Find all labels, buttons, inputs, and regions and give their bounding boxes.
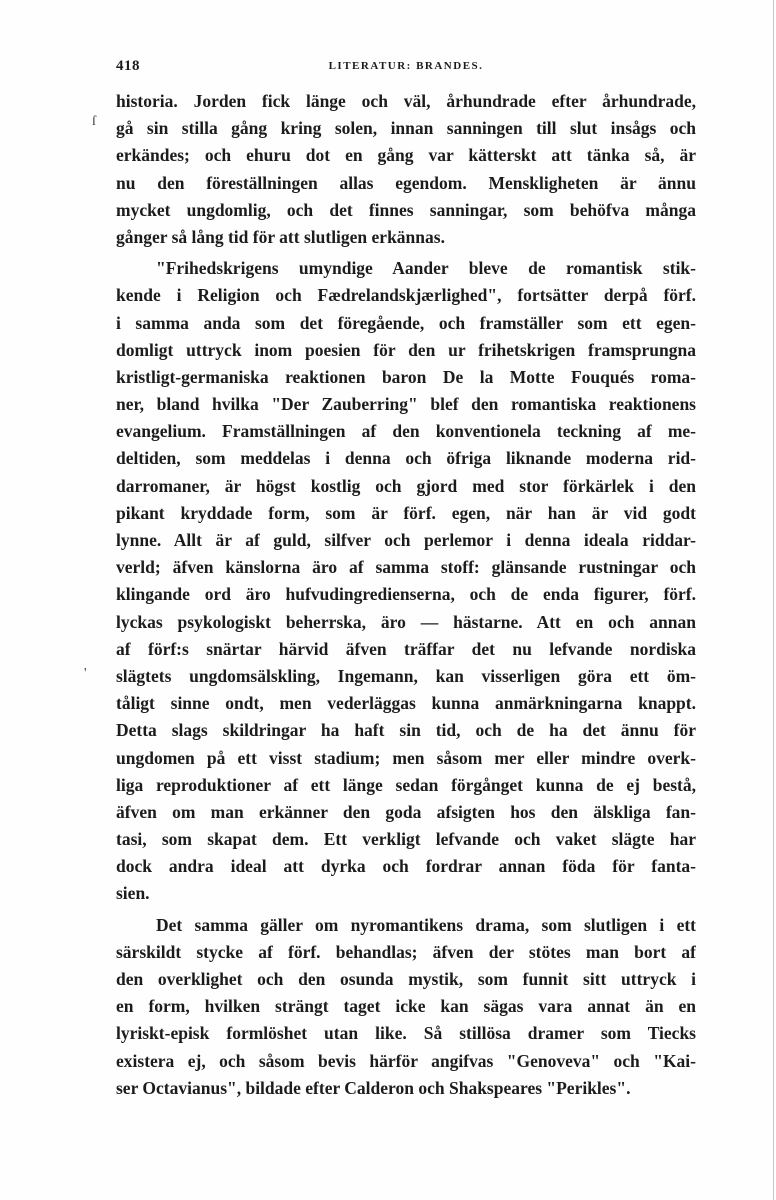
text-line: tåligt sinne ondt, men vederläggas kunna anmärkningarna knappt. xyxy=(116,693,696,714)
text-line: erkändes; och ehuru dot en gång var kätterskt att tänka så, är xyxy=(116,145,696,166)
text-line: liga reproduktioner af ett länge sedan förgånget kunna de ej bestå, xyxy=(116,774,696,795)
text-line: slägtets ungdomsälskling, Ingemann, kan visserligen göra ett öm- xyxy=(116,665,696,686)
text-line: existera ej, och såsom bevis härför angifvas "Genoveva" och "Kai- xyxy=(116,1050,696,1071)
text-line: "Frihedskrigens umyndige Aander bleve de romantisk stik- xyxy=(156,258,696,279)
text-line: evangelium. Framställningen af den konventionela teckning af me- xyxy=(116,421,696,442)
text-line: särskildt stycke af förf. behandlas; äfven der stötes man bort af xyxy=(116,941,696,962)
text-line: ner, bland hvilka "Der Zauberring" blef den romantiska reaktionens xyxy=(116,394,696,415)
text-line: deltiden, som meddelas i denna och öfriga liknande moderna rid- xyxy=(116,448,696,469)
text-line: verld; äfven känslorna äro af samma stoff: glänsande rustningar och xyxy=(116,557,696,578)
text-line: en form, hvilken strängt taget icke kan sägas vara annat än en xyxy=(116,996,696,1017)
text-line: lyckas psykologiskt beherrska, äro — hästarne. Att en och annan xyxy=(116,611,696,632)
text-line: pikant kryddade form, som är förf. egen, när han är vid godt xyxy=(116,502,696,523)
text-line: darromaner, är högst kostlig och gjord med stor förkärlek i den xyxy=(116,475,696,496)
margin-mark: ' xyxy=(84,666,87,681)
text-line: historia. Jorden fick länge och väl, århundrade efter århundrade, xyxy=(116,91,696,111)
text-line: mycket ungdomlig, och det finnes sanningar, som behöfva många xyxy=(116,199,696,220)
text-line: äfven om man erkänner den goda afsigten hos den älskliga fan- xyxy=(116,801,696,822)
paragraph xyxy=(116,912,696,1102)
paragraph xyxy=(116,255,696,908)
text-line: domligt uttryck inom poesien för den ur frihetskrigen framsprungna xyxy=(116,339,696,360)
text-line: Detta slags skildringar ha haft sin tid, och de ha det ännu för xyxy=(116,720,696,741)
text-line: gå sin stilla gång kring solen, innan sanningen till slut insågs och xyxy=(116,118,696,139)
text-line: kende i Religion och Fædrelandskjærlighed", fortsätter derpå förf. xyxy=(116,285,696,306)
text-line: gånger så lång tid för att slutligen erkännas. xyxy=(116,226,445,247)
text-line: tasi, som skapat dem. Ett verkligt lefvande och vaket slägte har xyxy=(116,829,696,850)
page-header xyxy=(116,58,696,80)
text-line: dock andra ideal att dyrka och fordrar annan föda för fanta- xyxy=(116,856,696,877)
paragraph xyxy=(116,88,696,251)
margin-mark: ſ xyxy=(92,114,96,129)
text-line: ungdomen på ett visst stadium; men såsom mer eller mindre overk- xyxy=(116,747,696,768)
text-line: Det samma gäller om nyromantikens drama, som slutligen i ett xyxy=(156,914,696,935)
text-line: lynne. Allt är af guld, silfver och perlemor i denna ideala riddar- xyxy=(116,530,696,550)
page-edge xyxy=(773,0,774,1200)
body-text xyxy=(116,88,696,1102)
text-line: af förf:s snärtar härvid äfven träffar det nu lefvande nordiska xyxy=(116,638,696,659)
text-line: ser Octavianus", bildade efter Calderon och Shakspeares "Perikles". xyxy=(116,1077,631,1098)
text-line: den overklighet och den osunda mystik, som funnit sitt uttryck i xyxy=(116,969,696,989)
text-line: sien. xyxy=(116,883,150,904)
running-title: LITERATUR: BRANDES. xyxy=(328,60,484,72)
text-line: klingande ord äro hufvudingredienserna, och de enda figurer, förf. xyxy=(116,584,696,605)
text-line: lyriskt-episk formlöshet utan like. Så stillösa dramer som Tiecks xyxy=(116,1023,696,1044)
text-line: kristligt-germaniska reaktionen baron De la Motte Fouqués roma- xyxy=(116,366,696,387)
text-line: i samma anda som det föregående, och framställer som ett egen- xyxy=(116,312,696,333)
page-number: 418 xyxy=(116,58,140,74)
text-line: nu den föreställningen allas egendom. Menskligheten är ännu xyxy=(116,172,696,193)
